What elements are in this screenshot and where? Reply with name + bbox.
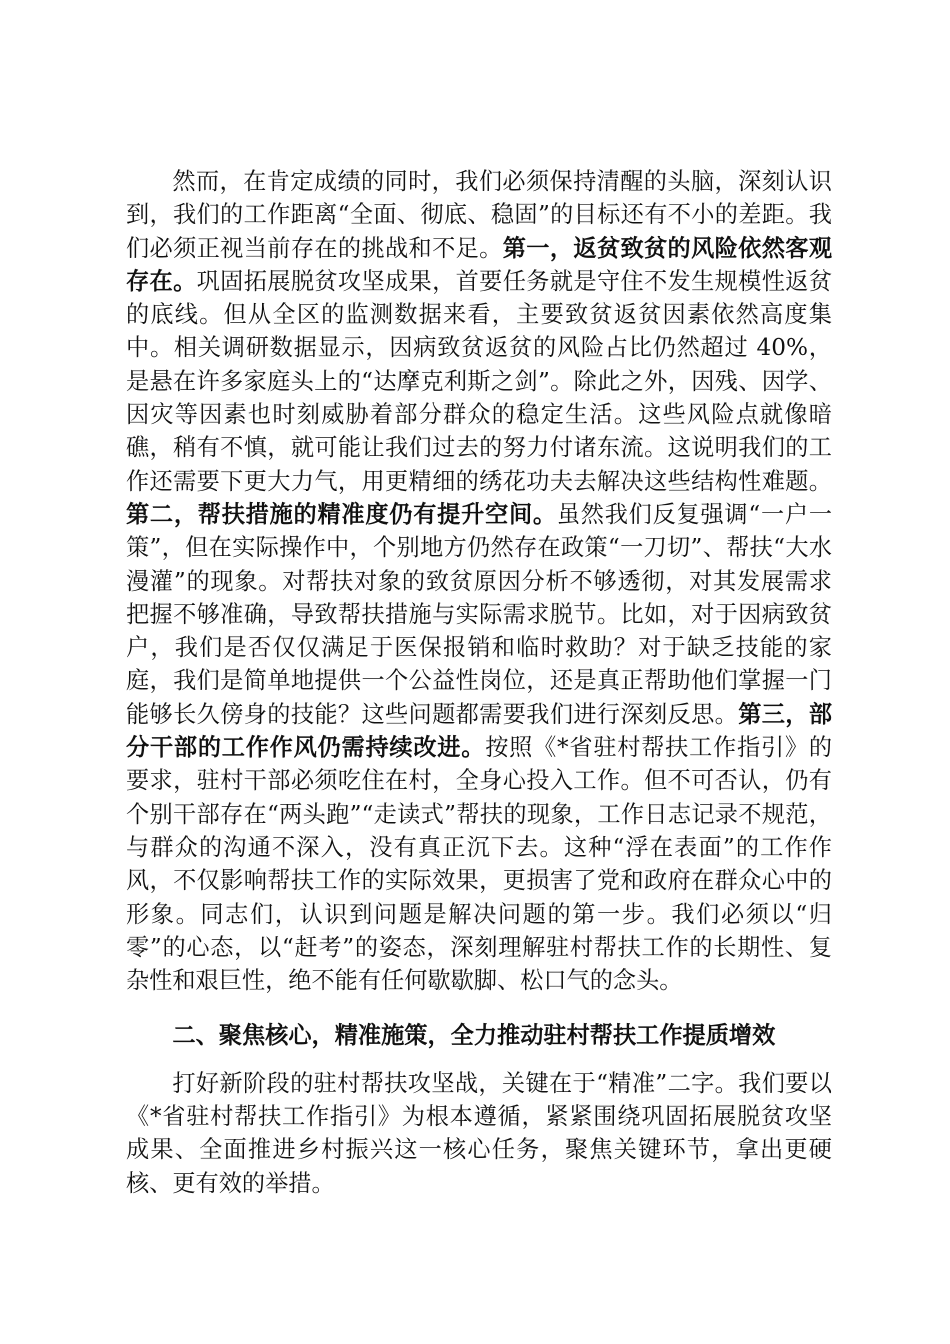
bold-point-third: 第三，部分干部的工作作风仍需持续改进。 <box>126 700 833 762</box>
paragraph-text: 按照《*省驻村帮扶工作指引》的要求，驻村干部必须吃住在村，全身心投入工作。但不可否认，仍有个别干部存在“两头跑”“走读式”帮扶的现象，工作日志记录不规范，与群众的沟通不深入，没有真正沉下去。这种“浮在表面”的工作作风，不仅影响帮扶工作的实际效果，更损害了党和政府在群众心中的形象。同志们，认识到问题是解决问题的第一步。我们必须以“归零”的心态，以“赶考”的姿态，深刻理解驻村帮扶工作的长期性、复杂性和艰巨性，绝不能有任何歇歇脚、松口气的念头。 <box>126 734 833 995</box>
paragraph-intro: 打好新阶段的驻村帮扶攻坚战，关键在于“精准”二字。我们要以《*省驻村帮扶工作指引》为根本遵循，紧紧围绕巩固拓展脱贫攻坚成果、全面推进乡村振兴这一核心任务，聚焦关键环节，拿出更硬核、更有效的举措。 <box>126 1069 832 1197</box>
bold-point-first: 第一，返贫致贫的风险依然客观存在。 <box>126 234 833 295</box>
paragraph-challenges <box>126 165 832 997</box>
paragraph-text: 然而，在肯定成绩的同时，我们必须保持清醒的头脑，深刻认识到，我们的工作距离“全面、彻底、稳固”的目标还有不小的差距。我们必须正视当前存在的挑战和不足。 <box>126 168 832 262</box>
document-body <box>126 165 832 1200</box>
paragraph-text: 虽然我们反复强调“一户一策”，但在实际操作中，个别地方仍然存在政策“一刀切”、帮扶“大水漫灌”的现象。对帮扶对象的致贫原因分析不够透彻，对其发展需求把握不够准确，导致帮扶措施与实际需求脱节。比如，对于因病致贫户，我们是否仅仅满足于医保报销和临时救助？对于缺乏技能的家庭，我们是简单地提供一个公益性岗位，还是真正帮助他们掌握一门能够长久傍身的技能？这些问题都需要我们进行深刻反思。 <box>126 500 833 728</box>
bold-point-second: 第二，帮扶措施的精准度仍有提升空间。 <box>126 500 557 528</box>
paragraph-text: 巩固拓展脱贫攻坚成果，首要任务就是守住不发生规模性返贫的底线。但从全区的监测数据来看，主要致贫返贫因素依然高度集中。相关调研数据显示，因病致贫返贫的风险占比仍然超过 40%，是悬在许多家庭头上的“达摩克利斯之剑”。除此之外，因残、因学、因灾等因素也时刻威胁着部分群众的稳定生活。这些风险点就像暗礁，稍有不慎，就可能让我们过去的努力付诸东流。这说明我们的工作还需要下更大力气，用更精细的绣花功夫去解决这些结构性难题。 <box>126 267 833 495</box>
section-heading: 二、聚焦核心，精准施策，全力推动驻村帮扶工作提质增效 <box>172 1022 776 1050</box>
